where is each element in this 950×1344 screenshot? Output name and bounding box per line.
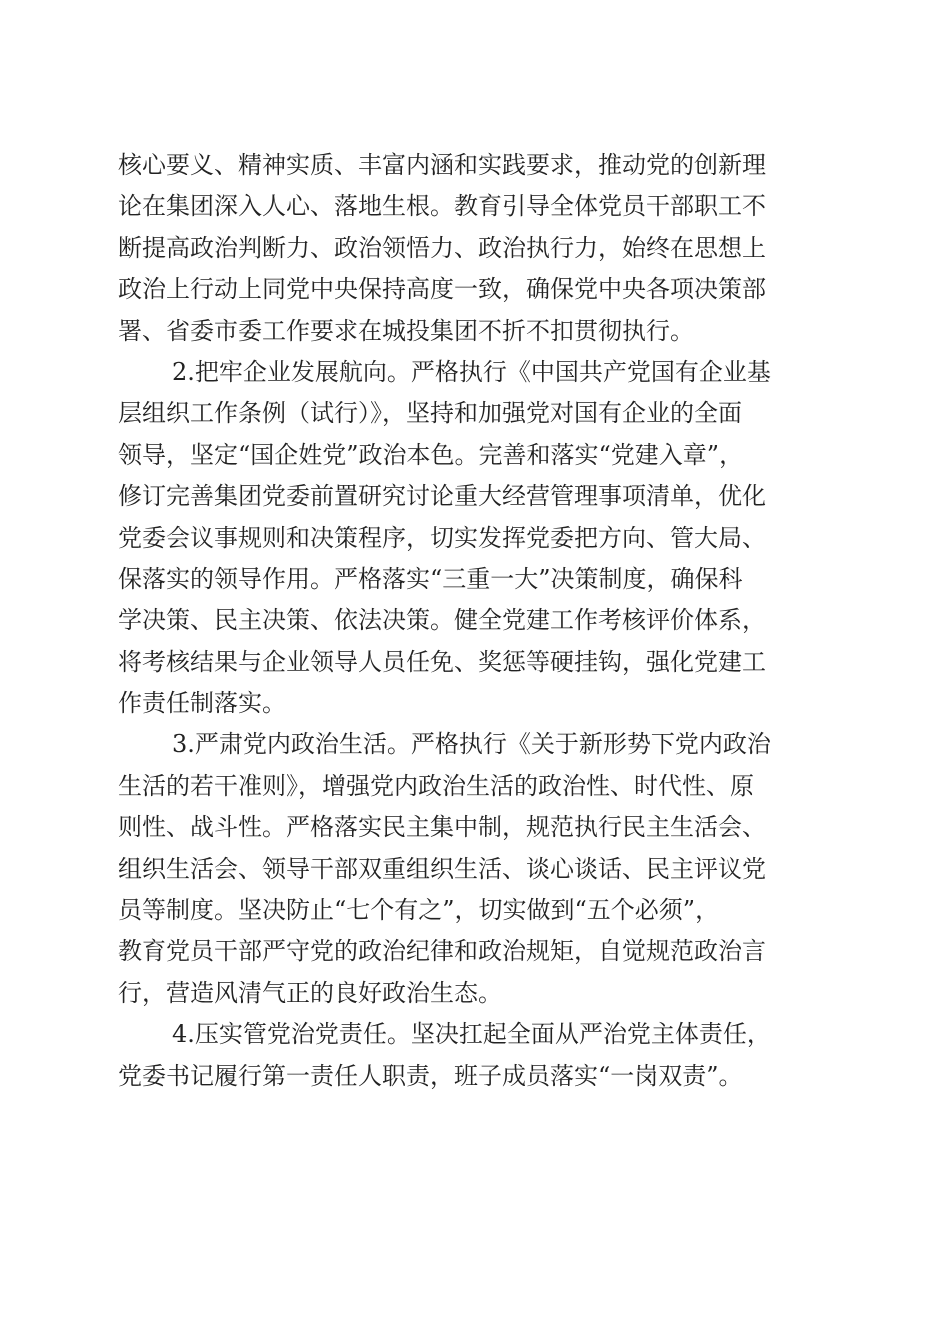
paragraph-1-line-1: 核心要义、精神实质、丰富内涵和实践要求，推动党的创新理	[118, 151, 766, 179]
paragraph-1-line-2: 论在集团深入人心、落地生根。教育引导全体党员干部职工不	[118, 192, 766, 221]
paragraph-3-line-7: 行，营造风清气正的良好政治生态。	[118, 978, 502, 1007]
paragraph-2-line-1: 2.把牢企业发展航向。严格执行《中国共产党国有企业基	[172, 357, 771, 386]
paragraph-2-line-7: 学决策、民主决策、依法决策。健全党建工作考核评价体系，	[118, 606, 766, 635]
paragraph-2-line-4: 修订完善集团党委前置研究讨论重大经营管理事项清单，优化	[118, 482, 766, 511]
paragraph-1-line-5: 署、省委市委工作要求在城投集团不折不扣贯彻执行。	[118, 316, 694, 345]
document-body	[118, 145, 838, 1097]
paragraph-2-line-8: 将考核结果与企业领导人员任免、奖惩等硬挂钩，强化党建工	[118, 647, 766, 676]
paragraph-3-line-1: 3.严肃党内政治生活。严格执行《关于新形势下党内政治	[172, 730, 771, 759]
paragraph-2-line-3: 领导，坚定“国企姓党”政治本色。完善和落实“党建入章”，	[118, 440, 744, 469]
paragraph-2-line-2: 层组织工作条例（试行）》，坚持和加强党对国有企业的全面	[118, 399, 742, 428]
paragraph-1-line-3: 断提高政治判断力、政治领悟力、政治执行力，始终在思想上	[118, 233, 766, 262]
paragraph-4-line-2: 党委书记履行第一责任人职责，班子成员落实“一岗双责”。	[118, 1061, 743, 1090]
paragraph-3-line-6: 教育党员干部严守党的政治纪律和政治规矩，自觉规范政治言	[118, 937, 766, 966]
paragraph-2-line-5: 党委会议事规则和决策程序，切实发挥党委把方向、管大局、	[118, 523, 766, 552]
paragraph-3-line-3: 则性、战斗性。严格落实民主集中制，规范执行民主生活会、	[118, 813, 766, 842]
paragraph-1-line-4: 政治上行动上同党中央保持高度一致，确保党中央各项决策部	[118, 275, 766, 304]
paragraph-3-line-5: 员等制度。坚决防止“七个有之”，切实做到“五个必须”，	[118, 896, 720, 925]
paragraph-4-line-1: 4.压实管党治党责任。坚决扛起全面从严治党主体责任，	[172, 1020, 771, 1049]
paragraph-3-line-2: 生活的若干准则》，增强党内政治生活的政治性、时代性、原	[118, 771, 754, 800]
paragraph-2-line-9: 作责任制落实。	[118, 689, 286, 718]
paragraph-2-line-6: 保落实的领导作用。严格落实“三重一大”决策制度，确保科	[118, 564, 743, 593]
paragraph-3-line-4: 组织生活会、领导干部双重组织生活、谈心谈话、民主评议党	[118, 854, 766, 883]
